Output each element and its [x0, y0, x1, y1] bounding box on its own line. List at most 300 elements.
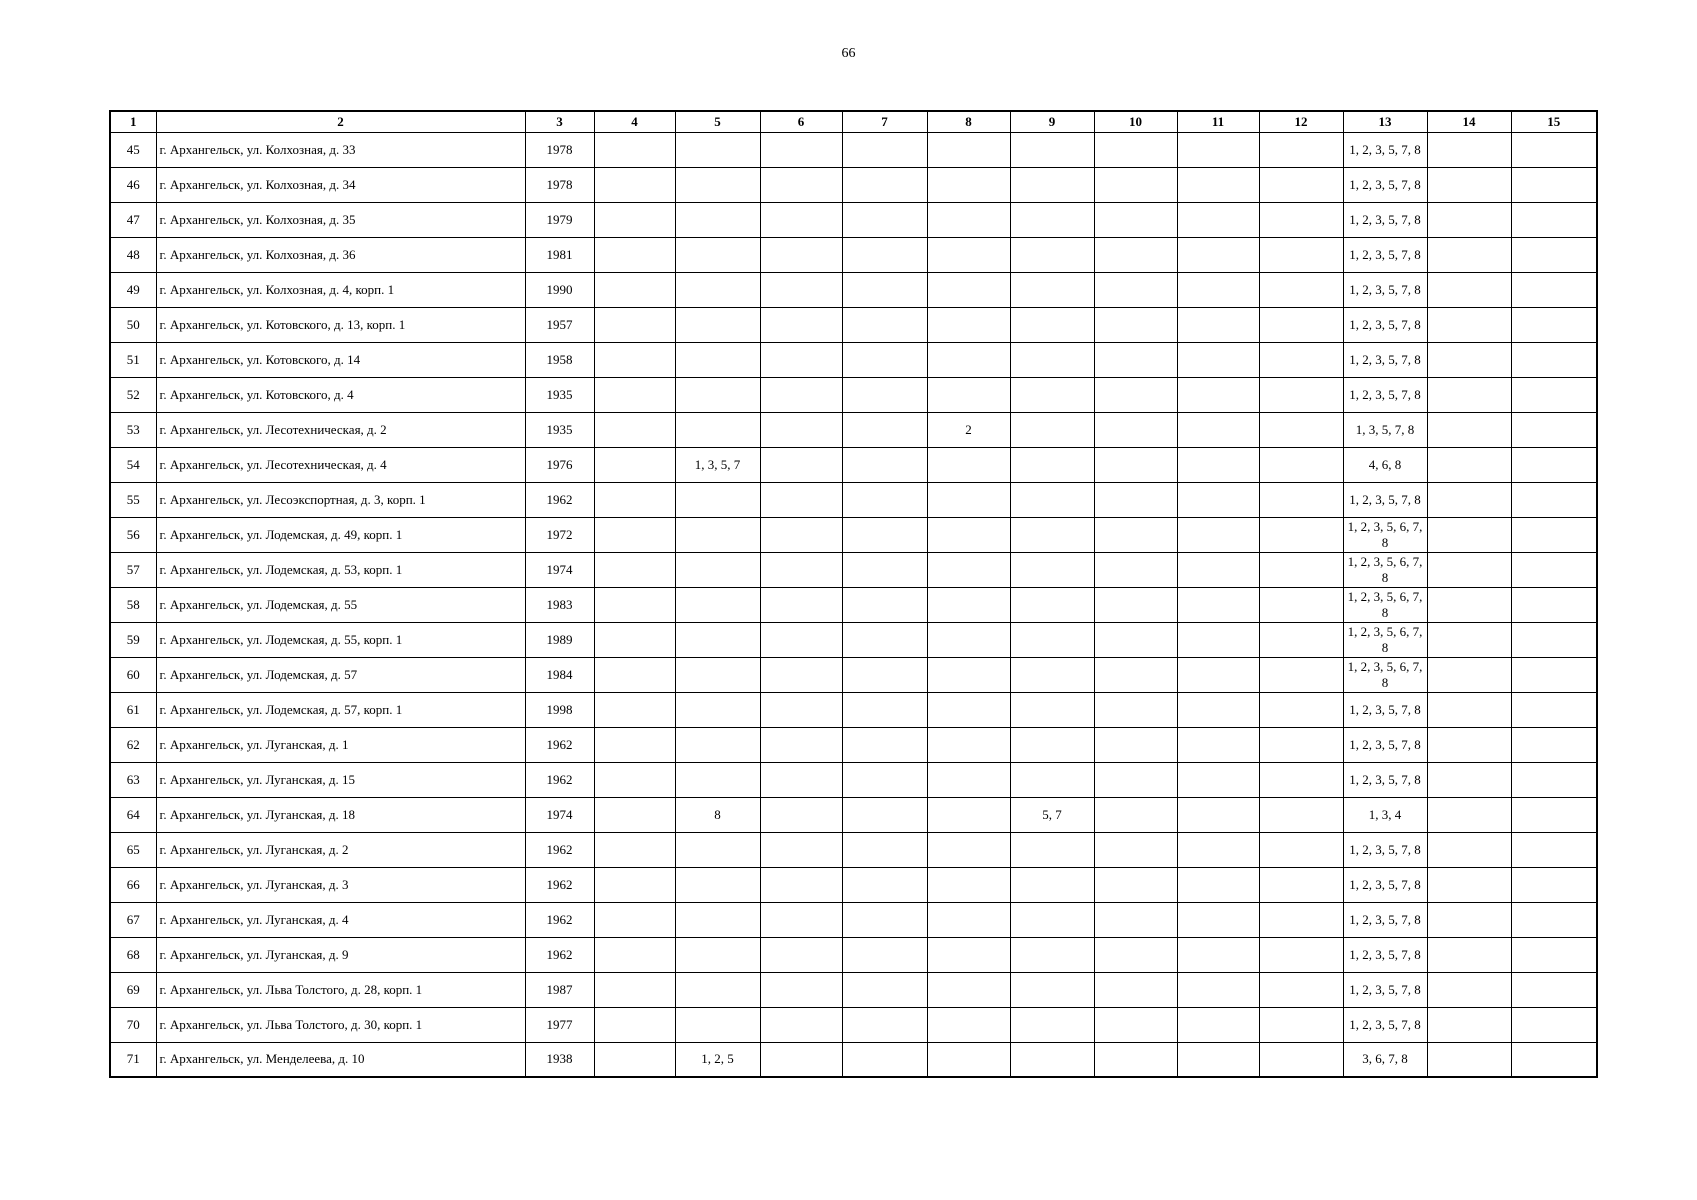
table-cell-col-3: 1978 [525, 167, 594, 202]
table-row [110, 727, 1597, 762]
table-cell-col-9: 5, 7 [1010, 797, 1094, 832]
table-cell-col-10 [1094, 762, 1177, 797]
table-cell-col-7 [842, 237, 927, 272]
table-cell-col-7 [842, 727, 927, 762]
column-header-11: 11 [1177, 111, 1259, 132]
table-cell-col-10 [1094, 237, 1177, 272]
table-cell-col-2: г. Архангельск, ул. Менделеева, д. 10 [156, 1042, 525, 1077]
column-header-6: 6 [760, 111, 842, 132]
table-cell-col-4 [594, 167, 675, 202]
table-cell-col-7 [842, 132, 927, 167]
table-cell-col-10 [1094, 1007, 1177, 1042]
table-cell-col-13: 1, 2, 3, 5, 7, 8 [1343, 1007, 1427, 1042]
column-header-10: 10 [1094, 111, 1177, 132]
table-cell-col-5 [675, 132, 760, 167]
table-cell-col-10 [1094, 272, 1177, 307]
table-row [110, 132, 1597, 167]
table-cell-col-4 [594, 377, 675, 412]
table-cell-col-2: г. Архангельск, ул. Льва Толстого, д. 30, корп. 1 [156, 1007, 525, 1042]
table-cell-col-10 [1094, 937, 1177, 972]
table-cell-col-7 [842, 832, 927, 867]
table-cell-col-5: 1, 3, 5, 7 [675, 447, 760, 482]
table-cell-col-15 [1511, 237, 1597, 272]
table-cell-col-7 [842, 202, 927, 237]
table-cell-col-8 [927, 377, 1010, 412]
table-cell-col-5 [675, 657, 760, 692]
table-cell-col-8 [927, 832, 1010, 867]
table-row [110, 902, 1597, 937]
table-cell-col-7 [842, 657, 927, 692]
table-cell-col-13: 1, 2, 3, 5, 6, 7, 8 [1343, 657, 1427, 692]
table-cell-col-12 [1259, 342, 1343, 377]
table-row [110, 937, 1597, 972]
table-row [110, 167, 1597, 202]
table-cell-col-11 [1177, 1042, 1259, 1077]
table-cell-col-3: 1981 [525, 237, 594, 272]
table-cell-col-14 [1427, 657, 1511, 692]
table-cell-col-9 [1010, 972, 1094, 1007]
column-header-3: 3 [525, 111, 594, 132]
column-header-2: 2 [156, 111, 525, 132]
table-cell-col-3: 1962 [525, 762, 594, 797]
table-cell-col-8 [927, 237, 1010, 272]
table-row [110, 797, 1597, 832]
table-cell-col-9 [1010, 447, 1094, 482]
table-cell-col-5 [675, 1007, 760, 1042]
table-cell-col-15 [1511, 587, 1597, 622]
table-cell-col-4 [594, 657, 675, 692]
table-cell-col-8 [927, 167, 1010, 202]
table-cell-col-7 [842, 762, 927, 797]
table-cell-col-1: 46 [110, 167, 156, 202]
table-cell-col-7 [842, 587, 927, 622]
table-row [110, 447, 1597, 482]
table-cell-col-6 [760, 657, 842, 692]
table-cell-col-11 [1177, 237, 1259, 272]
table-cell-col-6 [760, 1007, 842, 1042]
table-cell-col-8 [927, 517, 1010, 552]
table-cell-col-8 [927, 762, 1010, 797]
table-cell-col-14 [1427, 377, 1511, 412]
table-cell-col-8 [927, 727, 1010, 762]
table-cell-col-10 [1094, 902, 1177, 937]
column-header-4: 4 [594, 111, 675, 132]
table-cell-col-3: 1957 [525, 307, 594, 342]
table-cell-col-1: 50 [110, 307, 156, 342]
table-cell-col-14 [1427, 762, 1511, 797]
table-cell-col-6 [760, 902, 842, 937]
column-header-8: 8 [927, 111, 1010, 132]
building-registry-table [109, 110, 1598, 1078]
table-row [110, 342, 1597, 377]
table-cell-col-10 [1094, 692, 1177, 727]
table-cell-col-9 [1010, 272, 1094, 307]
column-header-7: 7 [842, 111, 927, 132]
table-cell-col-11 [1177, 1007, 1259, 1042]
table-cell-col-3: 1962 [525, 902, 594, 937]
table-cell-col-4 [594, 797, 675, 832]
table-cell-col-2: г. Архангельск, ул. Лесотехническая, д. 2 [156, 412, 525, 447]
table-cell-col-7 [842, 622, 927, 657]
table-cell-col-1: 66 [110, 867, 156, 902]
table-cell-col-15 [1511, 972, 1597, 1007]
table-cell-col-6 [760, 342, 842, 377]
table-cell-col-8 [927, 482, 1010, 517]
table-cell-col-15 [1511, 1042, 1597, 1077]
table-cell-col-13: 1, 2, 3, 5, 7, 8 [1343, 762, 1427, 797]
table-cell-col-6 [760, 167, 842, 202]
table-row [110, 237, 1597, 272]
page-number: 66 [841, 46, 856, 61]
table-cell-col-4 [594, 622, 675, 657]
table-cell-col-7 [842, 482, 927, 517]
table-cell-col-3: 1962 [525, 727, 594, 762]
table-cell-col-12 [1259, 762, 1343, 797]
column-header-14: 14 [1427, 111, 1511, 132]
table-cell-col-10 [1094, 167, 1177, 202]
table-cell-col-14 [1427, 1042, 1511, 1077]
table-cell-col-11 [1177, 902, 1259, 937]
table-cell-col-6 [760, 762, 842, 797]
table-cell-col-14 [1427, 272, 1511, 307]
table-cell-col-4 [594, 587, 675, 622]
table-cell-col-6 [760, 237, 842, 272]
table-cell-col-4 [594, 972, 675, 1007]
table-cell-col-13: 1, 2, 3, 5, 7, 8 [1343, 342, 1427, 377]
table-cell-col-13: 1, 2, 3, 5, 6, 7, 8 [1343, 517, 1427, 552]
table-cell-col-8 [927, 867, 1010, 902]
table-cell-col-9 [1010, 902, 1094, 937]
table-cell-col-4 [594, 937, 675, 972]
table-cell-col-3: 1972 [525, 517, 594, 552]
table-cell-col-2: г. Архангельск, ул. Лодемская, д. 55, корп. 1 [156, 622, 525, 657]
table-cell-col-7 [842, 692, 927, 727]
table-cell-col-1: 69 [110, 972, 156, 1007]
table-cell-col-6 [760, 692, 842, 727]
table-cell-col-13: 1, 2, 3, 5, 7, 8 [1343, 937, 1427, 972]
table-cell-col-10 [1094, 342, 1177, 377]
table-cell-col-7 [842, 517, 927, 552]
table-cell-col-6 [760, 272, 842, 307]
table-cell-col-2: г. Архангельск, ул. Луганская, д. 18 [156, 797, 525, 832]
table-cell-col-1: 63 [110, 762, 156, 797]
table-cell-col-6 [760, 517, 842, 552]
table-cell-col-9 [1010, 377, 1094, 412]
table-cell-col-7 [842, 972, 927, 1007]
table-cell-col-5 [675, 727, 760, 762]
table-cell-col-15 [1511, 202, 1597, 237]
table-cell-col-10 [1094, 832, 1177, 867]
table-cell-col-1: 68 [110, 937, 156, 972]
table-cell-col-5 [675, 937, 760, 972]
table-cell-col-7 [842, 1042, 927, 1077]
table-cell-col-8 [927, 797, 1010, 832]
table-cell-col-14 [1427, 342, 1511, 377]
table-cell-col-15 [1511, 167, 1597, 202]
table-cell-col-13: 1, 2, 3, 5, 6, 7, 8 [1343, 552, 1427, 587]
table-cell-col-13: 3, 6, 7, 8 [1343, 1042, 1427, 1077]
table-cell-col-9 [1010, 202, 1094, 237]
table-cell-col-3: 1974 [525, 797, 594, 832]
table-cell-col-8 [927, 202, 1010, 237]
table-cell-col-12 [1259, 307, 1343, 342]
table-cell-col-6 [760, 202, 842, 237]
table-cell-col-14 [1427, 797, 1511, 832]
table-cell-col-5 [675, 167, 760, 202]
table-cell-col-2: г. Архангельск, ул. Луганская, д. 1 [156, 727, 525, 762]
table-cell-col-15 [1511, 517, 1597, 552]
table-cell-col-10 [1094, 727, 1177, 762]
table-cell-col-11 [1177, 552, 1259, 587]
table-cell-col-1: 45 [110, 132, 156, 167]
table-cell-col-1: 52 [110, 377, 156, 412]
table-cell-col-8 [927, 1042, 1010, 1077]
table-row [110, 202, 1597, 237]
table-cell-col-7 [842, 342, 927, 377]
table-cell-col-10 [1094, 412, 1177, 447]
table-cell-col-6 [760, 412, 842, 447]
table-cell-col-8 [927, 622, 1010, 657]
table-cell-col-11 [1177, 797, 1259, 832]
table-cell-col-14 [1427, 167, 1511, 202]
table-cell-col-12 [1259, 447, 1343, 482]
table-cell-col-5 [675, 692, 760, 727]
table-cell-col-12 [1259, 937, 1343, 972]
table-cell-col-12 [1259, 237, 1343, 272]
table-cell-col-5 [675, 272, 760, 307]
table-cell-col-12 [1259, 797, 1343, 832]
table-cell-col-9 [1010, 237, 1094, 272]
table-cell-col-13: 1, 2, 3, 5, 7, 8 [1343, 237, 1427, 272]
table-cell-col-11 [1177, 447, 1259, 482]
table-cell-col-1: 53 [110, 412, 156, 447]
table-cell-col-10 [1094, 797, 1177, 832]
table-cell-col-1: 71 [110, 1042, 156, 1077]
table-cell-col-12 [1259, 1007, 1343, 1042]
table-cell-col-8: 2 [927, 412, 1010, 447]
table-cell-col-2: г. Архангельск, ул. Лесотехническая, д. 4 [156, 447, 525, 482]
column-header-15: 15 [1511, 111, 1597, 132]
table-cell-col-10 [1094, 132, 1177, 167]
table-cell-col-1: 58 [110, 587, 156, 622]
table-cell-col-1: 65 [110, 832, 156, 867]
table-cell-col-3: 1987 [525, 972, 594, 1007]
table-cell-col-8 [927, 692, 1010, 727]
table-row [110, 622, 1597, 657]
table-cell-col-9 [1010, 552, 1094, 587]
table-cell-col-15 [1511, 552, 1597, 587]
table-cell-col-3: 1979 [525, 202, 594, 237]
table-cell-col-12 [1259, 657, 1343, 692]
table-cell-col-4 [594, 517, 675, 552]
table-cell-col-12 [1259, 1042, 1343, 1077]
table-cell-col-3: 1978 [525, 132, 594, 167]
table-row [110, 657, 1597, 692]
table-cell-col-12 [1259, 972, 1343, 1007]
table-cell-col-13: 1, 2, 3, 5, 7, 8 [1343, 727, 1427, 762]
table-cell-col-7 [842, 377, 927, 412]
table-header [110, 111, 1597, 132]
table-cell-col-8 [927, 307, 1010, 342]
table-cell-col-1: 67 [110, 902, 156, 937]
table-cell-col-11 [1177, 342, 1259, 377]
table-row [110, 552, 1597, 587]
table-cell-col-9 [1010, 762, 1094, 797]
table-cell-col-12 [1259, 902, 1343, 937]
table-cell-col-8 [927, 1007, 1010, 1042]
table-cell-col-4 [594, 1042, 675, 1077]
table-cell-col-4 [594, 867, 675, 902]
table-cell-col-3: 1977 [525, 1007, 594, 1042]
table-cell-col-2: г. Архангельск, ул. Котовского, д. 13, корп. 1 [156, 307, 525, 342]
table-row [110, 307, 1597, 342]
table-cell-col-6 [760, 482, 842, 517]
table-cell-col-2: г. Архангельск, ул. Колхозная, д. 35 [156, 202, 525, 237]
table-cell-col-6 [760, 132, 842, 167]
table-cell-col-8 [927, 447, 1010, 482]
table-cell-col-13: 1, 2, 3, 5, 7, 8 [1343, 867, 1427, 902]
table-cell-col-5 [675, 832, 760, 867]
table-cell-col-13: 1, 2, 3, 5, 7, 8 [1343, 377, 1427, 412]
table-cell-col-12 [1259, 167, 1343, 202]
table-cell-col-1: 55 [110, 482, 156, 517]
table-cell-col-7 [842, 447, 927, 482]
table-cell-col-13: 1, 2, 3, 5, 7, 8 [1343, 307, 1427, 342]
table-cell-col-2: г. Архангельск, ул. Лодемская, д. 53, корп. 1 [156, 552, 525, 587]
table-cell-col-3: 1998 [525, 692, 594, 727]
table-cell-col-1: 57 [110, 552, 156, 587]
table-cell-col-4 [594, 727, 675, 762]
table-cell-col-6 [760, 937, 842, 972]
table-cell-col-9 [1010, 482, 1094, 517]
table-row [110, 272, 1597, 307]
table-row [110, 972, 1597, 1007]
table-cell-col-14 [1427, 867, 1511, 902]
table-cell-col-1: 51 [110, 342, 156, 377]
table-row [110, 517, 1597, 552]
table-cell-col-8 [927, 552, 1010, 587]
table-cell-col-5: 1, 2, 5 [675, 1042, 760, 1077]
table-cell-col-10 [1094, 1042, 1177, 1077]
table-cell-col-3: 1962 [525, 867, 594, 902]
table-cell-col-1: 59 [110, 622, 156, 657]
table-cell-col-4 [594, 132, 675, 167]
table-cell-col-10 [1094, 202, 1177, 237]
table-cell-col-15 [1511, 902, 1597, 937]
table-cell-col-10 [1094, 587, 1177, 622]
table-row [110, 762, 1597, 797]
column-header-12: 12 [1259, 111, 1343, 132]
table-cell-col-9 [1010, 1007, 1094, 1042]
table-cell-col-5 [675, 902, 760, 937]
table-cell-col-13: 1, 2, 3, 5, 7, 8 [1343, 202, 1427, 237]
table-cell-col-14 [1427, 447, 1511, 482]
table-cell-col-3: 1989 [525, 622, 594, 657]
table-cell-col-15 [1511, 727, 1597, 762]
table-cell-col-1: 47 [110, 202, 156, 237]
table-cell-col-14 [1427, 937, 1511, 972]
table-cell-col-15 [1511, 307, 1597, 342]
column-header-13: 13 [1343, 111, 1427, 132]
table-cell-col-12 [1259, 272, 1343, 307]
table-cell-col-15 [1511, 447, 1597, 482]
table-cell-col-12 [1259, 132, 1343, 167]
table-cell-col-10 [1094, 307, 1177, 342]
table-cell-col-3: 1938 [525, 1042, 594, 1077]
table-cell-col-13: 1, 2, 3, 5, 7, 8 [1343, 902, 1427, 937]
table-cell-col-6 [760, 307, 842, 342]
table-cell-col-5 [675, 622, 760, 657]
table-cell-col-9 [1010, 657, 1094, 692]
table-cell-col-8 [927, 937, 1010, 972]
table-cell-col-3: 1962 [525, 832, 594, 867]
table-cell-col-1: 62 [110, 727, 156, 762]
table-cell-col-3: 1990 [525, 272, 594, 307]
table-cell-col-6 [760, 972, 842, 1007]
table-cell-col-9 [1010, 412, 1094, 447]
table-cell-col-11 [1177, 517, 1259, 552]
table-cell-col-7 [842, 167, 927, 202]
table-cell-col-2: г. Архангельск, ул. Льва Толстого, д. 28, корп. 1 [156, 972, 525, 1007]
table-cell-col-11 [1177, 587, 1259, 622]
table-cell-col-9 [1010, 132, 1094, 167]
table-cell-col-14 [1427, 552, 1511, 587]
table-cell-col-10 [1094, 552, 1177, 587]
table-cell-col-9 [1010, 1042, 1094, 1077]
table-cell-col-3: 1935 [525, 412, 594, 447]
table-cell-col-4 [594, 1007, 675, 1042]
table-cell-col-1: 61 [110, 692, 156, 727]
table-cell-col-4 [594, 237, 675, 272]
table-cell-col-14 [1427, 692, 1511, 727]
table-cell-col-9 [1010, 167, 1094, 202]
table-cell-col-1: 48 [110, 237, 156, 272]
table-cell-col-10 [1094, 447, 1177, 482]
table-cell-col-11 [1177, 657, 1259, 692]
table-cell-col-6 [760, 622, 842, 657]
table-cell-col-4 [594, 692, 675, 727]
table-cell-col-12 [1259, 832, 1343, 867]
table-cell-col-2: г. Архангельск, ул. Лесоэкспортная, д. 3, корп. 1 [156, 482, 525, 517]
column-header-9: 9 [1010, 111, 1094, 132]
table-cell-col-7 [842, 412, 927, 447]
table-cell-col-4 [594, 902, 675, 937]
table-cell-col-6 [760, 867, 842, 902]
table-row [110, 867, 1597, 902]
table-cell-col-2: г. Архангельск, ул. Луганская, д. 15 [156, 762, 525, 797]
table-cell-col-5 [675, 762, 760, 797]
table-cell-col-7 [842, 867, 927, 902]
table-cell-col-5 [675, 552, 760, 587]
table-cell-col-3: 1984 [525, 657, 594, 692]
table-cell-col-7 [842, 902, 927, 937]
table-cell-col-10 [1094, 657, 1177, 692]
table-cell-col-15 [1511, 412, 1597, 447]
table-cell-col-8 [927, 902, 1010, 937]
table-cell-col-15 [1511, 342, 1597, 377]
table-cell-col-12 [1259, 552, 1343, 587]
table-cell-col-14 [1427, 727, 1511, 762]
table-cell-col-3: 1976 [525, 447, 594, 482]
table-cell-col-14 [1427, 902, 1511, 937]
table-cell-col-13: 1, 2, 3, 5, 7, 8 [1343, 832, 1427, 867]
table-cell-col-12 [1259, 727, 1343, 762]
table-cell-col-14 [1427, 412, 1511, 447]
table-cell-col-6 [760, 797, 842, 832]
table-cell-col-2: г. Архангельск, ул. Колхозная, д. 34 [156, 167, 525, 202]
table-cell-col-2: г. Архангельск, ул. Луганская, д. 9 [156, 937, 525, 972]
table-cell-col-5 [675, 867, 760, 902]
